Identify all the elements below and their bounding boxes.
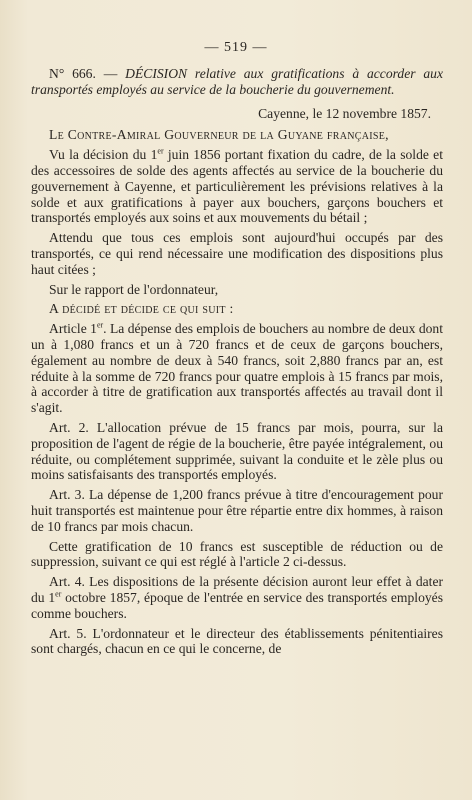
- paragraph-rapport: Sur le rapport de l'ordonnateur,: [49, 281, 219, 297]
- art1-text-a: Article 1: [49, 321, 97, 337]
- paragraph-vu: [31, 147, 443, 226]
- vu-text-b: juin 1856 portant fixation du cadre, de la solde et des accessoires de solde des agents affectés au service de la boucherie du gouvernement à Cayenne, et particulièrement les prévisions relatives à la solde et aux gratifications à payer aux bouchers, garçons bouchers et transportés employés aux soins et aux mouvements du bétail ;: [31, 147, 443, 226]
- paragraph-cette: Cette gratification de 10 francs est susceptible de réduction ou de suppression, suivant ce qui est réglé à l'article 2 ci-dessus.: [31, 538, 443, 570]
- paragraph-decide: A décidé et décide ce qui suit :: [49, 301, 234, 317]
- decision-header: [31, 66, 443, 98]
- art4-text-b: octobre 1857, époque de l'entrée en service des transportés employés comme bouchers.: [31, 589, 443, 621]
- vu-text-a: Vu la décision du 1: [49, 147, 158, 163]
- decision-title: DÉCISION relative aux gratifications à accorder aux transportés employés au service de la boucherie du gouvernement.: [31, 66, 443, 97]
- article-2: Art. 2. L'allocation prévue de 15 francs par mois, pourra, sur la proposition de l'agent de régie de la boucherie, être payée intégralement, ou réduite, ou complétement supprimée, suivant la conduite et le zèle plus ou moins satisfaisants des transportés employés.: [31, 419, 443, 483]
- art1-text-b: . La dépense des emplois de bouchers au nombre de deux dont un à 1,080 francs et un à 720 francs et de ceux de garçons bouchers, également au nombre de deux à 540 francs, soit 2,880 francs par an, est réduite à la somme de 720 francs pour quatre emplois à 15 francs par mois, à accorder à titre de gratification aux transportés affectés au travail dont il s'agit.: [31, 321, 444, 416]
- vu-sup: er: [157, 146, 164, 156]
- art4-sup: er: [55, 589, 62, 599]
- art1-sup: er: [96, 320, 104, 330]
- dateline: Cayenne, le 12 novembre 1857.: [258, 105, 431, 121]
- paragraph-attendu: Attendu que tous ces emplois sont aujourd'hui occupés par des transportés, ce qui rend nécessaire une modification des dispositions plus haut citées ;: [31, 230, 443, 277]
- article-1: [31, 321, 443, 416]
- article-4: [31, 574, 443, 621]
- article-5: Art. 5. L'ordonnateur et le directeur des établissements pénitentiaires sont chargés, chacun en ce qui le concerne, de: [31, 625, 443, 657]
- decision-number: N° 666. —: [49, 66, 118, 81]
- page-number: — 519 —: [204, 40, 268, 55]
- art4-text-a: Art. 4. Les dispositions de la présente décision auront leur effet à dater du 1: [31, 574, 443, 605]
- document-body: [31, 66, 443, 657]
- issuer-line: Le Contre-Amiral Gouverneur de la Guyane française,: [49, 127, 389, 143]
- article-3: Art. 3. La dépense de 1,200 francs prévue à titre d'encouragement pour huit transportés est maintenue pour être répartie entre dix hommes, à raison de 10 francs par mois chacun.: [31, 487, 443, 534]
